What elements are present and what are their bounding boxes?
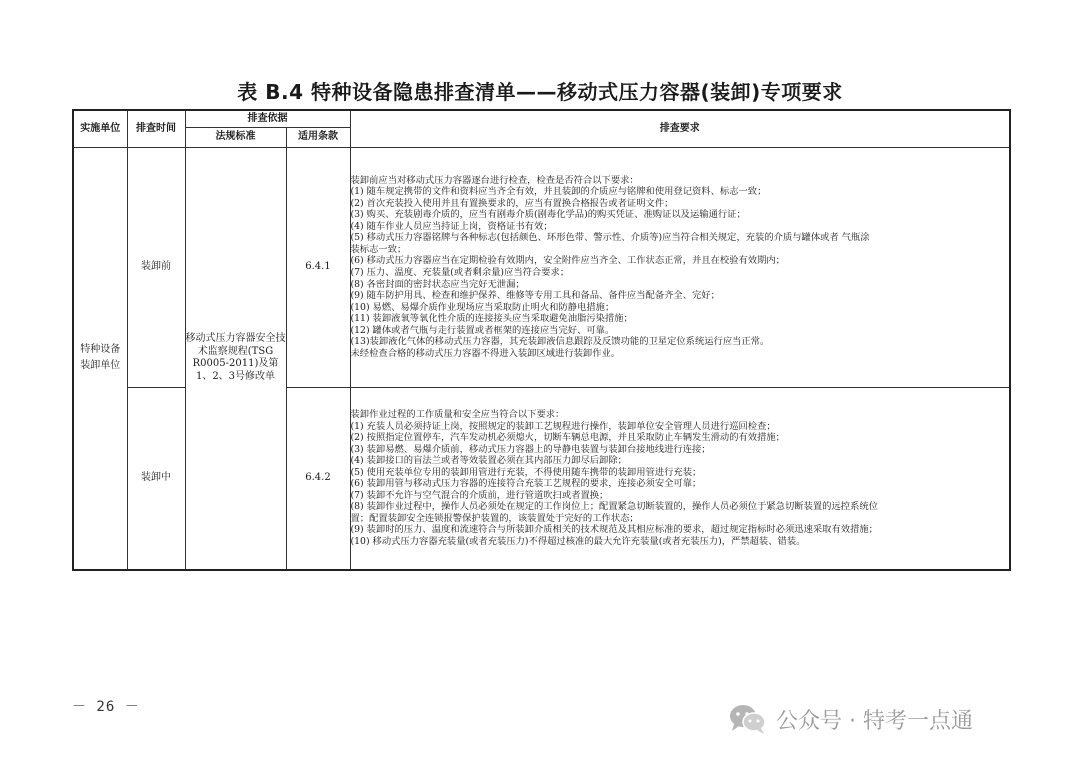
requirement-line: (1) 充装人员必须持证上岗，按照规定的装卸工艺规程进行操作，装卸单位安全管理人员进行巡回检查； [350,420,776,432]
watermark-text: 公众号 · 特考一点通 [776,708,973,734]
requirement-line: (6) 移动式压力容器应当在定期检验有效期内，安全附件应当齐全、工作状态正常，并且在校验有效期内； [350,255,785,267]
requirement-line: (2) 按照指定位置停车，汽车发动机必须熄火，切断车辆总电源，并且采取防止车辆发生滑动的有效措施； [350,432,785,444]
watermark [728,700,973,738]
header-time: 排查时间 [127,110,185,147]
standard-cell: 移动式压力容器安全技术监察规程(TSG R0005-2011)及第1、2、3号修改单 [185,147,286,570]
requirement-line: (10) 易燃、易爆介质作业现场应当采取防止明火和防静电措施； [350,301,615,313]
clause-cell: 6.4.2 [286,387,350,570]
requirement-line: (11) 装卸液氧等氧化性介质的连接接头应当采取避免油脂污染措施； [350,313,633,325]
requirement-line: (12) 罐体或者气瓶与走行装置或者框架的连接应当完好、可靠。 [350,324,615,336]
header-clause: 适用条款 [286,127,350,147]
requirement-line: (13)装卸液化气体的移动式压力容器，其充装卸液信息跟踪及反馈功能的卫星定位系统运行应当正常。 [350,336,770,348]
header-requirements: 排查要求 [350,110,1010,147]
time-cell: 装卸前 [127,147,185,387]
requirement-line: 装卸前应当对移动式压力容器逐台进行检查，检查是否符合以下要求： [350,174,639,186]
requirement-line: (10) 移动式压力容器充装量(或者充装压力)不得超过核准的最大允许充装量(或者充装压力)，严禁超装、错装。 [350,535,806,547]
requirement-line: (7) 压力、温度、充装量(或者剩余量)应当符合要求； [350,267,570,278]
requirement-line: (4) 装卸接口的盲法兰或者等效装置必须在其内部压力卸尽后卸除； [350,455,627,467]
requirement-line: (9) 随车防护用具、检查和维护保养、维修等专用工具和备品、备件应当配备齐全、完好； [350,290,720,302]
table-title: 表 B.4 特种设备隐患排查清单——移动式压力容器(装卸)专项要求 [237,80,843,104]
page-number: － 26 － [72,699,140,715]
requirement-line: (8) 各密封面的密封状态应当完好无泄漏； [350,278,525,290]
time-cell: 装卸中 [127,387,185,570]
unit-cell: 特种设备装卸单位 [73,147,127,570]
wechat-icon [728,702,768,736]
requirement-line: (4) 随车作业人员应当持证上岗，资格证书有效； [350,220,553,232]
requirement-line: 未经检查合格的移动式压力容器不得进入装卸区域进行装卸作业。 [350,347,621,359]
header-standard: 法规标准 [185,127,286,147]
requirement-line: 装标志一致； [350,243,407,255]
requirement-line: (3) 装卸易燃、易爆介质前，移动式压力容器上的导静电装置与装卸台接地线进行连接； [350,443,711,455]
requirement-line: (8) 装卸作业过程中，操作人员必须处在规定的工作岗位上；配置紧急切断装置的，操作人员必须位于紧急切断装置的远控系统位 [350,501,878,513]
clause-cell: 6.4.1 [286,147,350,387]
requirement-line: (3) 购买、充装剧毒介质的，应当有剧毒介质(剧毒化学品)的购买凭证、准购证以及运输通行证； [350,209,746,221]
requirement-line: (9) 装卸时的压力、温度和流速符合与所装卸介质相关的技术规范及其相应标准的要求，超过规定指标时必须迅速采取有效措施； [350,524,878,536]
inspection-table [72,109,1011,571]
header-unit: 实施单位 [73,110,127,147]
requirement-line: (2) 首次充装投入使用并且有置换要求的，应当有置换合格报告或者证明文件； [350,197,674,209]
requirement-line: (1) 随车规定携带的文件和资料应当齐全有效，并且装卸的介质应与铭牌和使用登记资料、标志一致； [350,186,767,198]
requirement-line: 装卸作业过程的工作质量和安全应当符合以下要求： [350,408,565,420]
requirement-line: (5) 使用充装单位专用的装卸用管进行充装，不得使用随车携带的装卸用管进行充装； [350,466,702,478]
requirement-line: (6) 装卸用管与移动式压力容器的连接符合充装工艺规程的要求，连接必须安全可靠； [350,478,702,490]
requirement-line: 置；配置装卸安全连锁报警保护装置的，该装置处于完好的工作状态； [350,512,639,524]
requirement-line: (7) 装卸不允许与空气混合的介质前，进行管道吹扫或者置换； [350,489,609,501]
requirement-line: (5) 移动式压力容器铭牌与各种标志(包括颜色、环形色带、警示性、介质等)应当符合相关规定，充装的介质与罐体或者 气瓶涂 [350,232,870,244]
requirements-cell [350,147,1010,387]
requirements-cell [350,387,1010,570]
header-basis: 排查依据 [185,110,350,127]
